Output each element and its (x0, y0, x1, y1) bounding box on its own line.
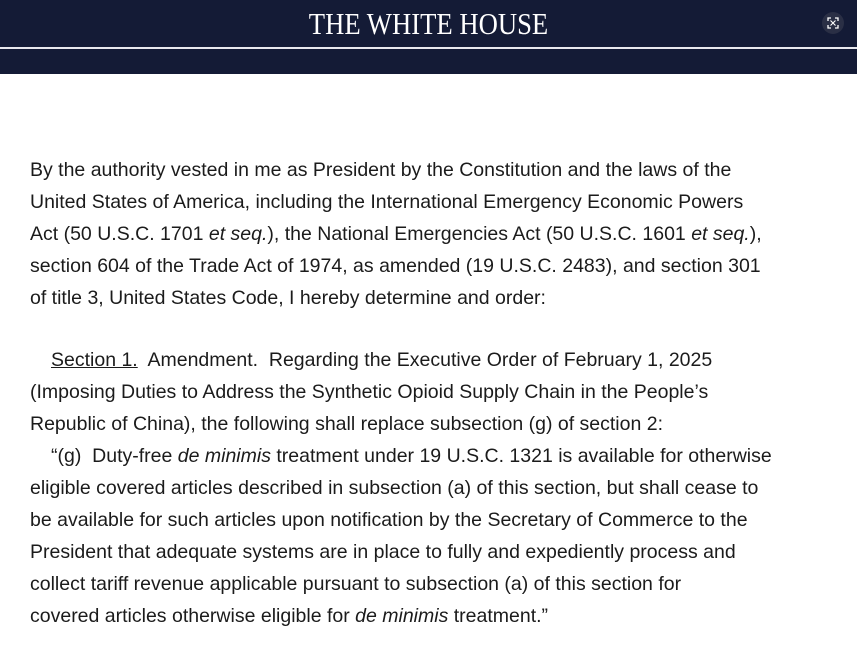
quote-line: collect tariff revenue applicable pursuant to subsection (a) of this section for (30, 573, 682, 595)
expand-button[interactable] (822, 12, 844, 34)
quote-line: be available for such articles upon notification by the Secretary of Commerce to the (30, 509, 748, 531)
quote-line (30, 600, 830, 632)
paragraph-line: Republic of China), the following shall replace subsection (g) of section 2: (30, 413, 664, 435)
paragraph-line: (Imposing Duties to Address the Synthetic Opioid Supply Chain in the People’s (30, 381, 709, 403)
header-divider (0, 47, 857, 49)
text-run: ), the National Emergencies Act (50 U.S.C. 1601 (267, 223, 692, 245)
italic-text: et seq. (208, 223, 268, 245)
section-heading-line (30, 344, 830, 376)
text-run: treatment under 19 U.S.C. 1321 is available for otherwise (270, 445, 772, 467)
paragraph-line: United States of America, including the International Emergency Economic Powers (30, 191, 744, 213)
italic-text: de minimis (355, 605, 449, 627)
paragraph-line: section 604 of the Trade Act of 1974, as amended (19 U.S.C. 2483), and section 301 (30, 255, 761, 277)
text-run: ), (749, 223, 762, 245)
site-header (0, 0, 857, 74)
text-run: covered articles otherwise eligible for (30, 605, 356, 627)
expand-icon (827, 17, 839, 29)
text-run: “(g) Duty-free (51, 445, 178, 467)
text-run: Amendment. Regarding the Executive Order of February 1, 2025 (137, 349, 713, 371)
paragraph-line: of title 3, United States Code, I hereby determine and order: (30, 287, 546, 309)
section-number: Section 1. (51, 349, 138, 371)
site-title: THE WHITE HOUSE (308, 6, 549, 41)
paragraph-line (30, 218, 830, 250)
quote-line (30, 440, 830, 472)
document-body (30, 154, 830, 632)
quote-line: eligible covered articles described in subsection (a) of this section, but shall cease to (30, 477, 759, 499)
text-run: treatment.” (448, 605, 549, 627)
italic-text: de minimis (177, 445, 271, 467)
text-run: Act (50 U.S.C. 1701 (30, 223, 209, 245)
paragraph-gap (30, 314, 830, 344)
paragraph-line: By the authority vested in me as President by the Constitution and the laws of the (30, 159, 732, 181)
quote-line: President that adequate systems are in place to fully and expediently process and (30, 541, 736, 563)
italic-text: et seq. (691, 223, 750, 245)
